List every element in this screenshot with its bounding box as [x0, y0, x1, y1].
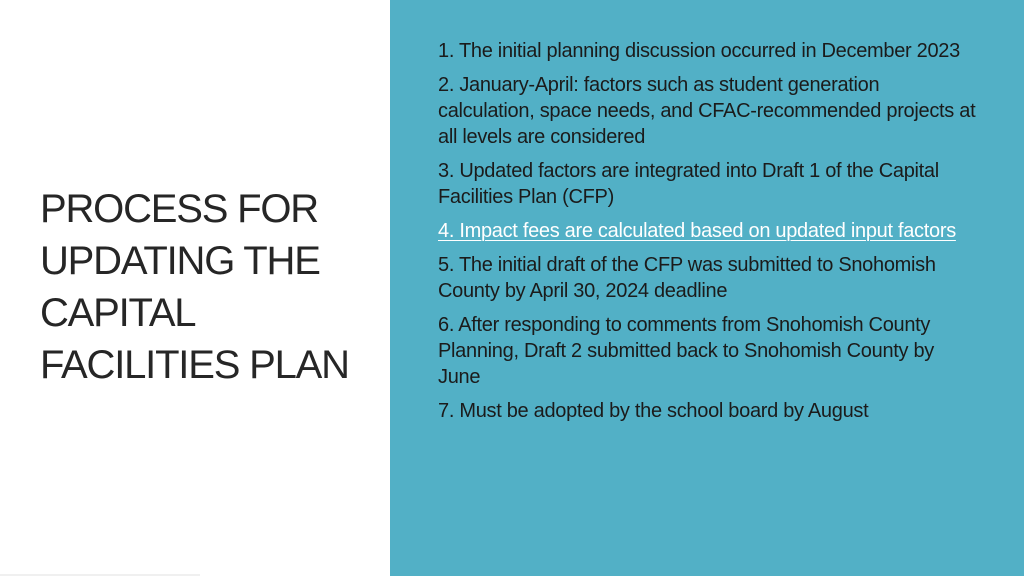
slide-title: PROCESS FOR UPDATING THE CAPITAL FACILITIES PLAN — [40, 187, 349, 387]
step-7: 7. Must be adopted by the school board by August — [438, 400, 869, 422]
step-2: 2. January-April: factors such as student generation calculation, space needs, and CFAC-recommended projects at all levels are considered — [438, 74, 976, 148]
step-3: 3. Updated factors are integrated into Draft 1 of the Capital Facilities Plan (CFP) — [438, 160, 939, 208]
step-6: 6. After responding to comments from Snohomish County Planning, Draft 2 submitted back to Snohomish County by June — [438, 314, 935, 388]
step-1: 1. The initial planning discussion occurred in December 2023 — [438, 40, 960, 62]
title-panel — [0, 0, 390, 576]
step-5: 5. The initial draft of the CFP was submitted to Snohomish County by April 30, 2024 deadline — [438, 254, 936, 302]
step-4-highlighted: 4. Impact fees are calculated based on updated input factors — [438, 220, 956, 242]
process-steps-list — [438, 38, 978, 432]
